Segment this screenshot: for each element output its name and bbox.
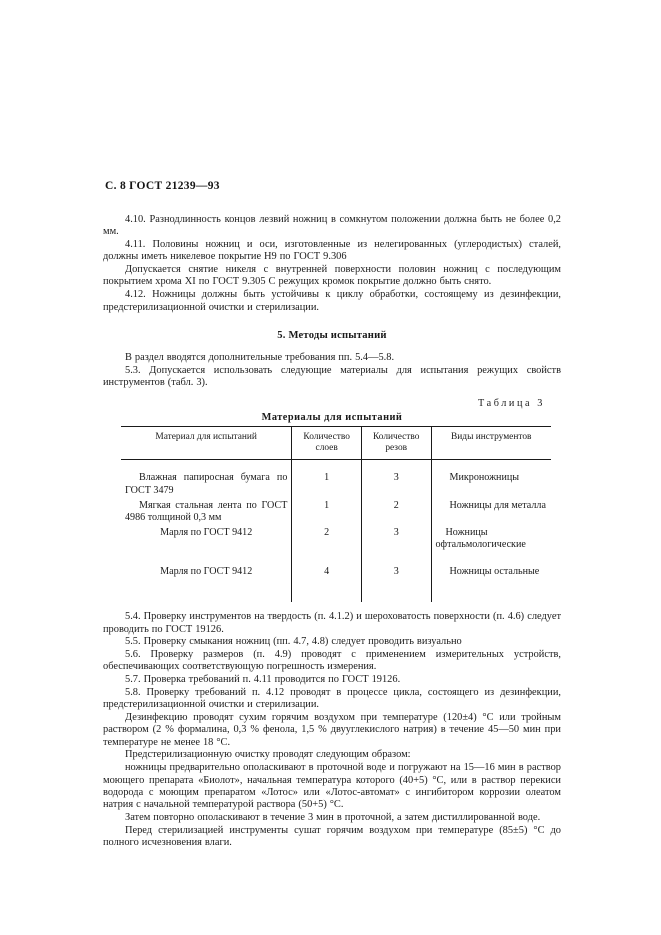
- table-body: [121, 460, 551, 602]
- column-header-cuts: Количество резов: [361, 427, 431, 460]
- section-heading-methods: 5. Методы испытаний: [277, 329, 387, 341]
- clause-4-12: 4.12. Ножницы должны быть устойчивы к циклу обработки, состоящему из дезинфекции, предстерилизационной очистки и стерилизации.: [103, 289, 561, 313]
- clause-4-11-note: Допускается снятие никеля с внутренней поверхности половин ножниц с последующим покрытием хрома XI по ГОСТ 9.305 С режущих кромок покрытие должно быть снято.: [103, 264, 561, 288]
- clause-5-5: 5.5. Проверку смыкания ножниц (пп. 4.7, 4.8) следует проводить визуально: [125, 636, 462, 648]
- table-title: Материалы для испытаний: [261, 412, 403, 424]
- table-header-row: [121, 427, 551, 460]
- spacer-cell-instruments: [431, 460, 551, 471]
- cell-material: [121, 498, 292, 525]
- cell-material: [121, 470, 292, 497]
- cell-instruments: [431, 498, 551, 525]
- procedure-disinfection: Дезинфекцию проводят сухим горячим воздухом при температуре (120±4) °С или тройным раствором (2 % формалина, 0,3 % фенола, 1,5 % двууглекислого натрия) в течение 45—50 мин при температуре не менее 18 °С.: [103, 712, 561, 748]
- table-label: Таблица 3: [478, 398, 545, 410]
- procedure-drying: Перед стерилизацией инструменты сушат горячим воздухом при температуре (85±5) °С до полного исчезновения влаги.: [103, 824, 561, 849]
- table-head: [121, 427, 551, 460]
- cell-material-text: Влажная папиросная бумага по ГОСТ 3479: [125, 472, 288, 496]
- clause-5-6: 5.6. Проверку размеров (п. 4.9) проводят с применением измерительных устройств, обеспечивающих соответствующую погрешность измерения.: [103, 649, 561, 673]
- tail-cell-material: [121, 579, 292, 602]
- column-header-material: Материал для испытаний: [155, 432, 257, 443]
- cell-instruments: [431, 470, 551, 497]
- clause-4-10: 4.10. Разнодлинность концов лезвий ножниц в сомкнутом положении должна быть не более 0,2 мм.: [103, 214, 561, 238]
- page-content: [103, 180, 561, 850]
- section-intro: В раздел вводятся дополнительные требования пп. 5.4—5.8.: [125, 351, 395, 363]
- cell-instruments: [431, 525, 551, 564]
- tail-cell-layers: [292, 579, 362, 602]
- cell-instruments: [431, 564, 551, 579]
- clause-5-3: 5.3. Допускается использовать следующие материалы для испытания режущих свойств инструментов (табл. 3).: [103, 364, 561, 388]
- materials-table-wrapper: [121, 426, 551, 602]
- clause-5-4: 5.4. Проверку инструментов на твердость (п. 4.1.2) и шероховатость поверхности (п. 4.6) следует проводить по ГОСТ 19126.: [103, 611, 561, 635]
- column-header-layers: Количество слоев: [292, 427, 362, 460]
- cell-layers: 4: [292, 564, 362, 579]
- post-table-gap: [103, 602, 561, 611]
- clause-5-7: 5.7. Проверка требований п. 4.11 проводится по ГОСТ 19126.: [125, 674, 401, 686]
- cell-layers: 2: [292, 525, 362, 564]
- clause-4-11: 4.11. Половины ножниц и оси, изготовленные из нелегированных (углеродистых) сталей, должны иметь никелевое покрытие Н9 по ГОСТ 9.306: [103, 239, 561, 263]
- cell-material-text: Марля по ГОСТ 9412: [160, 566, 253, 578]
- table-row: [121, 525, 551, 564]
- cell-layers: 1: [292, 498, 362, 525]
- spacer-cell-layers: [292, 460, 362, 471]
- cell-material-text: Мягкая стальная лента по ГОСТ 4986 толщиной 0,3 мм: [125, 499, 288, 523]
- procedure-presterilization-intro: Предстерилизационную очистку проводят следующим образом:: [125, 749, 411, 761]
- cell-cuts: 2: [361, 498, 431, 525]
- table-spacer-row: [121, 460, 551, 471]
- table-row: [121, 470, 551, 497]
- cell-material: [121, 564, 292, 579]
- cell-cuts: 3: [361, 525, 431, 564]
- tail-cell-instruments: [431, 579, 551, 602]
- cell-material: [121, 525, 292, 564]
- cell-cuts: 3: [361, 564, 431, 579]
- cell-instruments-text: Микроножницы: [449, 472, 520, 484]
- spacer-cell-material: [121, 460, 292, 471]
- cell-cuts: 3: [361, 470, 431, 497]
- cell-instruments-text: Ножницы остальные: [449, 566, 540, 578]
- column-header-instruments: Виды инструментов: [431, 427, 551, 460]
- table-row: [121, 564, 551, 579]
- procedure-rinsing: Затем повторно ополаскивают в течение 3 мин в проточной, а затем дистиллированной воде.: [125, 811, 541, 823]
- clause-5-8: 5.8. Проверку требований п. 4.12 проводят в процессе цикла, состоящего из дезинфекции, предстерилизационной очистки и стерилизации.: [103, 686, 561, 711]
- page-header: С. 8 ГОСТ 21239—93: [105, 180, 220, 192]
- spacer-cell-cuts: [361, 460, 431, 471]
- cell-layers: 1: [292, 470, 362, 497]
- tail-cell-cuts: [361, 579, 431, 602]
- table-tail-row: [121, 579, 551, 602]
- procedure-washing: ножницы предварительно ополаскивают в проточной воде и погружают на 15—16 мин в раствор моющего препарата «Биолот», начальная температура которого (40+5) °С, или в раствор перекиси водорода с моющим препаратом «Лотос» или «Лотос-автомат» с ингибитором коррозии олеатом натрия с начальной температурой раствора (50+5) °С.: [103, 762, 561, 811]
- table-row: [121, 498, 551, 525]
- cell-instruments-text: Ножницы для металла: [449, 499, 546, 511]
- cell-material-text: Марля по ГОСТ 9412: [160, 526, 253, 538]
- cell-instruments-text: Ножницы офтальмологические: [435, 526, 526, 550]
- materials-table: [121, 426, 551, 602]
